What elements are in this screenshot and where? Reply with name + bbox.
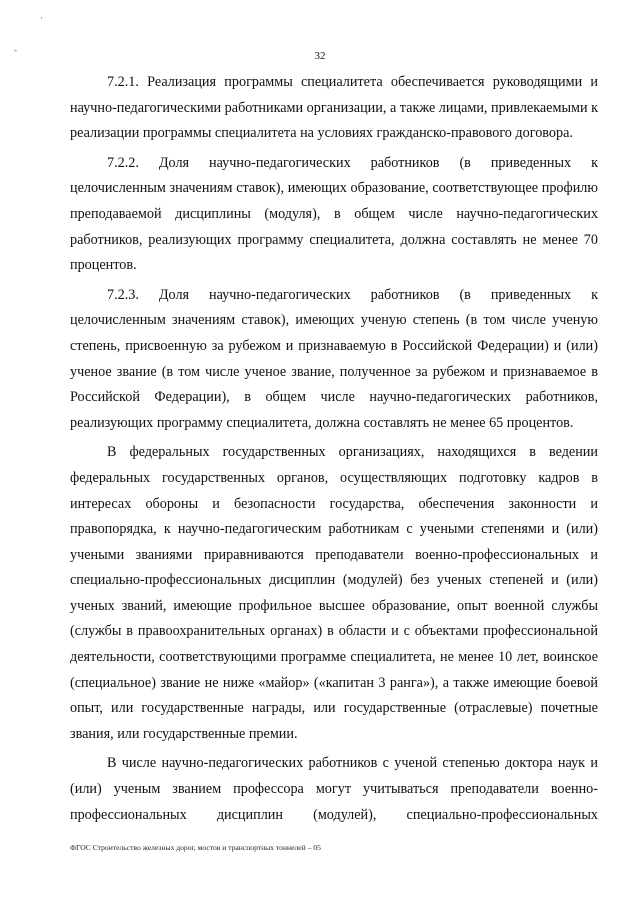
paragraph-7-2-2: 7.2.2. Доля научно-педагогических работников (в приведенных к целочисленным значениям ставок), имеющих образование, соответствующее профилю преподаваемой дисциплины (модуля), в общем числе научно-педагогических работников, реализующих программу специалитета, должна составлять не менее 70 процентов. xyxy=(70,154,598,274)
document-footer: ФГОС Строительство железных дорог, мостов и транспортных тоннелей – 05 xyxy=(70,843,321,852)
paragraph-7-2-1: 7.2.1. Реализация программы специалитета обеспечивается руководящими и научно-педагогическими работниками организации, а также лицами, привлекаемыми к реализации программы специалитета на условиях гражданско-правового договора. xyxy=(70,74,598,142)
paragraph-7-2-3: 7.2.3. Доля научно-педагогических работников (в приведенных к целочисленным значениям ставок), имеющих ученую степень (в том числе ученую степень, присвоенную за рубежом и признаваемую в Российской Федерации) и (или) ученое звание (в том числе ученое звание, полученное за рубежом и признаваемое в Российской Федерации), в общем числе научно-педагогических работников, реализующих программу специалитета, должна составлять не менее 65 процентов. xyxy=(70,286,598,431)
document-body xyxy=(70,70,598,828)
paragraph-doctors-professors: В числе научно-педагогических работников с ученой степенью доктора наук и (или) ученым званием профессора могут учитываться преподаватели военно-профессиональных дисциплин (модулей), специально-профессиональных xyxy=(70,755,598,823)
paragraph-federal-organizations: В федеральных государственных организациях, находящихся в ведении федеральных государственных органов, осуществляющих подготовку кадров в интересах обороны и безопасности государства, обеспечения законности и правопорядка, к научно-педагогическим работникам с учеными степенями и (или) учеными званиями приравниваются преподаватели военно-профессиональных и специально-профессиональных дисциплин (модулей) без ученых степеней и (или) ученых званий, имеющие профильное высшее образование, опыт военной службы (службы в правоохранительных органах) в области и с объектами профессиональной деятельности, соответствующими программе специалитета, не менее 10 лет, воинское (специальное) звание не ниже «майор» («капитан 3 ранга»), а также имеющие боевой опыт, или государственные награды, или государственные (отраслевые) почетные звания, или государственные премии. xyxy=(70,444,598,742)
scan-artifact-mark: · xyxy=(40,13,43,23)
page-number: 32 xyxy=(314,50,326,62)
scan-artifact-mark: - xyxy=(14,45,17,55)
